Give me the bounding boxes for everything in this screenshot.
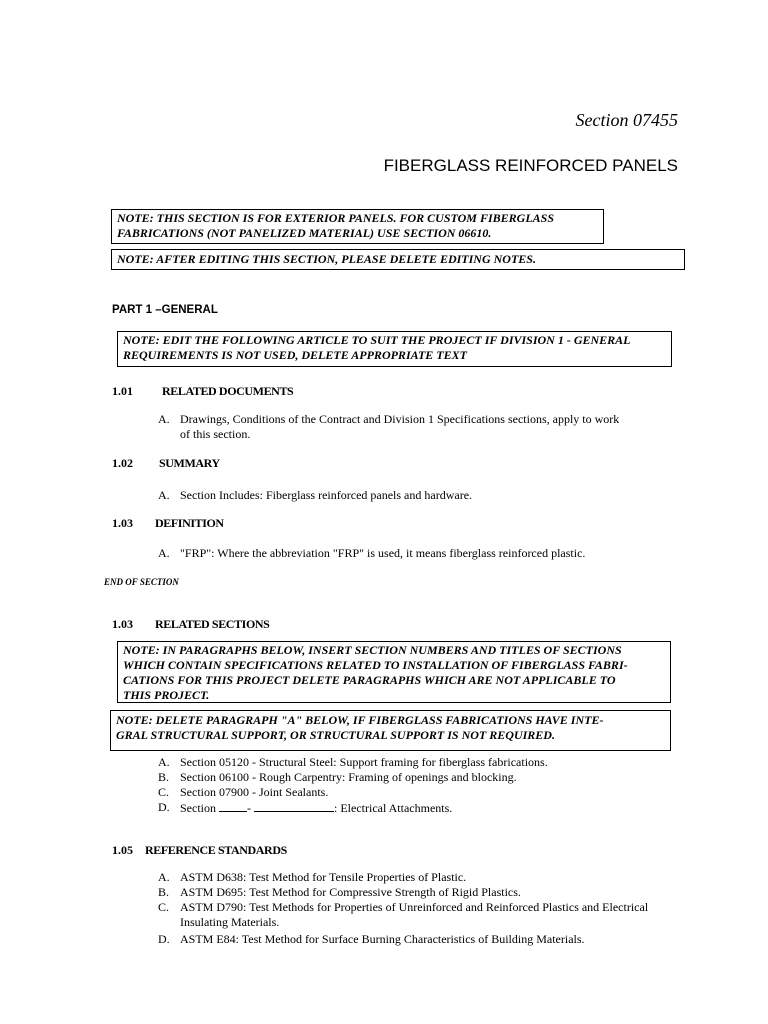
article-number: 1.05 [112,843,133,857]
item-text-prefix: Section [180,801,216,815]
editing-note-exterior-panels [111,209,604,244]
list-item [158,412,688,444]
article-number: 1.03 [112,516,133,530]
list-item [158,885,688,900]
item-letter: A. [158,755,170,769]
item-letter: A. [158,488,170,502]
item-text: Section Includes: Fiberglass reinforced panels and hardware. [180,488,473,502]
article-title: REFERENCE STANDARDS [145,843,287,857]
item-text-line: Insulating Materials. [180,915,280,929]
editing-note-related-sections [117,641,671,703]
item-text: "FRP": Where the abbreviation "FRP" is used, it means fiberglass reinforced plastic. [180,546,586,560]
list-item [158,785,688,800]
item-text: ASTM E84: Test Method for Surface Burning Characteristics of Building Materials. [180,932,585,946]
section-number: Section 07455 [575,110,678,130]
fill-in-blank [254,800,334,812]
item-letter: B. [158,770,170,784]
list-item [158,932,688,947]
item-text-line: ASTM D790: Test Methods for Properties of Unreinforced and Reinforced Plastics and Electrical [180,900,649,914]
note-line: NOTE: IN PARAGRAPHS BELOW, INSERT SECTION NUMBERS AND TITLES OF SECTIONS [123,643,622,657]
end-of-section: END OF SECTION [104,577,179,587]
note-line: CATIONS FOR THIS PROJECT DELETE PARAGRAPHS WHICH ARE NOT APPLICABLE TO [123,673,616,687]
list-item [158,770,688,785]
item-text-line: Drawings, Conditions of the Contract and Division 1 Specifications sections, apply to work [180,412,620,426]
item-text-line: of this section. [180,427,251,441]
note-line: THIS PROJECT. [123,688,210,702]
editing-note-delete-notes [111,249,685,270]
article-number: 1.02 [112,456,133,470]
item-text: Section 06100 - Rough Carpentry: Framing of openings and blocking. [180,770,517,784]
list-item [158,755,688,770]
item-letter: D. [158,800,170,814]
note-line: NOTE: THIS SECTION IS FOR EXTERIOR PANELS. FOR CUSTOM FIBERGLASS [117,211,555,225]
list-item [158,870,688,885]
note-line: FABRICATIONS (NOT PANELIZED MATERIAL) USE SECTION 06610. [117,226,492,240]
note-line: REQUIREMENTS IS NOT USED, DELETE APPROPRIATE TEXT [123,348,467,362]
page-title: FIBERGLASS REINFORCED PANELS [383,156,678,175]
item-text-dash: - [247,801,251,815]
item-text [180,900,648,930]
article-number: 1.03 [112,617,133,631]
list-item [158,900,698,931]
item-text: ASTM D638: Test Method for Tensile Properties of Plastic. [180,870,467,884]
item-text: Section 07900 - Joint Sealants. [180,785,329,799]
note-line: NOTE: DELETE PARAGRAPH "A" BELOW, IF FIBERGLASS FABRICATIONS HAVE INTE- [116,713,604,727]
item-letter: A. [158,412,170,426]
note-line: NOTE: EDIT THE FOLLOWING ARTICLE TO SUIT THE PROJECT IF DIVISION 1 - GENERAL [123,333,631,347]
item-letter: D. [158,932,170,946]
article-title: RELATED DOCUMENTS [162,384,294,398]
list-item [158,800,688,815]
item-text [180,412,619,442]
note-line: NOTE: AFTER EDITING THIS SECTION, PLEASE DELETE EDITING NOTES. [117,252,536,266]
item-text: Section 05120 - Structural Steel: Support framing for fiberglass fabrications. [180,755,548,769]
fill-in-blank [219,800,247,812]
item-text: ASTM D695: Test Method for Compressive Strength of Rigid Plastics. [180,885,521,899]
note-line: GRAL STRUCTURAL SUPPORT, OR STRUCTURAL SUPPORT IS NOT REQUIRED. [116,728,555,742]
article-number: 1.01 [112,384,133,398]
note-line: WHICH CONTAIN SPECIFICATIONS RELATED TO INSTALLATION OF FIBERGLASS FABRI- [123,658,628,672]
item-letter: C. [158,785,170,799]
item-letter: B. [158,885,170,899]
article-title: DEFINITION [155,516,224,530]
part-heading: PART 1 –GENERAL [112,304,218,316]
item-letter: A. [158,546,170,560]
list-item [158,488,688,504]
item-letter: C. [158,900,170,914]
editing-note-division-1 [117,331,672,367]
item-text [180,800,452,816]
article-title: SUMMARY [159,456,220,470]
article-title: RELATED SECTIONS [155,617,270,631]
editing-note-structural-support [110,710,671,751]
item-text-suffix: : Electrical Attachments. [334,801,453,815]
list-item [158,546,688,562]
item-letter: A. [158,870,170,884]
